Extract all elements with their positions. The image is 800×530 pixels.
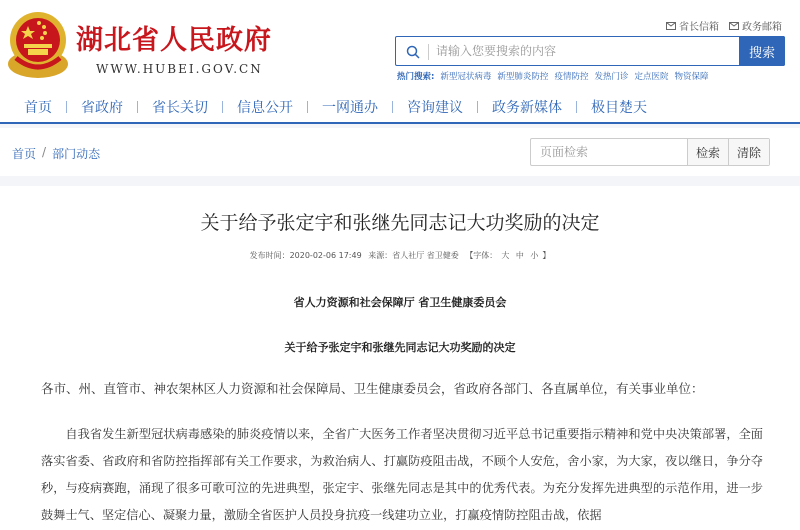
hot-term[interactable]: 新型冠状病毒 <box>440 72 492 82</box>
top-links <box>666 18 782 33</box>
site-search-button[interactable]: 搜索 <box>739 36 785 66</box>
gov-email-link[interactable] <box>729 18 782 33</box>
hot-term[interactable]: 物资保障 <box>674 72 709 82</box>
font-size-bracket: 】 <box>542 251 551 260</box>
breadcrumb-separator: / <box>42 145 47 159</box>
nav-item-governor-concerns[interactable]: 省长关切 <box>152 100 208 116</box>
page-search-input[interactable] <box>531 139 687 165</box>
breadcrumb-current[interactable]: 部门动态 <box>52 147 101 161</box>
site-search <box>395 36 785 66</box>
hot-term[interactable]: 定点医院 <box>634 72 669 82</box>
nav-item-government[interactable]: 省政府 <box>81 100 123 116</box>
search-divider <box>428 44 429 60</box>
article-title: 关于给予张定宇和张继先同志记大功奖励的决定 <box>200 212 600 234</box>
salutation: 各市、州、直管市、神农架林区人力资源和社会保障局、卫生健康委员会，省政府各部门、各直属单位，有关事业单位： <box>41 381 704 396</box>
font-size-label: 【字体： <box>465 251 498 260</box>
issuing-organizations: 省人力资源和社会保障厅 省卫生健康委员会 <box>293 296 507 309</box>
article <box>0 186 800 530</box>
search-icon <box>406 45 420 59</box>
site-url: WWW.HUBEI.GOV.CN <box>96 62 263 76</box>
hot-term[interactable]: 发热门诊 <box>594 72 629 82</box>
article-meta <box>0 250 800 261</box>
breadcrumb-bar <box>0 128 800 176</box>
governor-mailbox-link[interactable] <box>666 18 719 33</box>
breadcrumb-home[interactable]: 首页 <box>12 147 37 161</box>
breadcrumb <box>12 145 100 162</box>
font-size-small[interactable]: 小 <box>530 251 539 260</box>
article-source: 来源：省人社厅 省卫健委 <box>368 251 459 260</box>
nav-item-one-stop-service[interactable]: 一网通办 <box>322 100 378 116</box>
page-search <box>530 138 770 166</box>
font-size-large[interactable]: 大 <box>501 251 510 260</box>
font-size-medium[interactable]: 中 <box>515 251 524 260</box>
hot-term[interactable]: 新型肺炎防控 <box>497 72 549 82</box>
hot-search-label: 热门搜索: <box>397 72 435 82</box>
national-emblem-icon <box>6 8 70 80</box>
site-title[interactable]: 湖北省人民政府 <box>76 25 272 56</box>
article-body-paragraph: 自我省发生新型冠状病毒感染的肺炎疫情以来，全省广大医务工作者坚决贯彻习近平总书记重要指示精神和党中央决策部署，全面落实省委、省政府和省防控指挥部有关工作要求，为救治病人、打赢防疫阻击战，不顾个人安危，舍小家，为大家，夜以继日，争分夺秒，与疫病赛跑，涌现了很多可歌可泣的先进典型，张定宇、张继先同志是其中的优秀代表。为充分发挥先进典型的示范作用，进一步鼓舞士气、坚定信心、凝聚力量，激励全省医护人员投身抗疫一线建功立业，打赢疫情防控阻击战，依据 <box>41 427 763 522</box>
main-nav <box>0 92 800 124</box>
hot-term[interactable]: 疫情防控 <box>554 72 589 82</box>
nav-item-consultation[interactable]: 咨询建议 <box>407 100 463 116</box>
document-title: 关于给予张定宇和张继先同志记大功奖励的决定 <box>284 341 516 354</box>
page-search-button[interactable]: 检索 <box>687 139 728 165</box>
mailbox-icon <box>666 21 676 30</box>
page-search-clear-button[interactable]: 清除 <box>728 139 769 165</box>
publish-time: 发布时间：2020-02-06 17:49 <box>249 251 362 260</box>
hot-searches <box>397 70 709 82</box>
nav-item-jimu-chutian[interactable]: 极目楚天 <box>591 100 647 116</box>
site-search-input[interactable] <box>436 41 726 61</box>
site-header <box>0 0 800 92</box>
governor-mailbox-label: 省长信箱 <box>679 22 719 33</box>
nav-item-home[interactable]: 首页 <box>24 100 52 116</box>
mail-icon <box>729 21 739 30</box>
gov-email-label: 政务邮箱 <box>742 22 782 33</box>
nav-item-new-media[interactable]: 政务新媒体 <box>492 100 562 116</box>
nav-item-info-disclosure[interactable]: 信息公开 <box>237 100 293 116</box>
